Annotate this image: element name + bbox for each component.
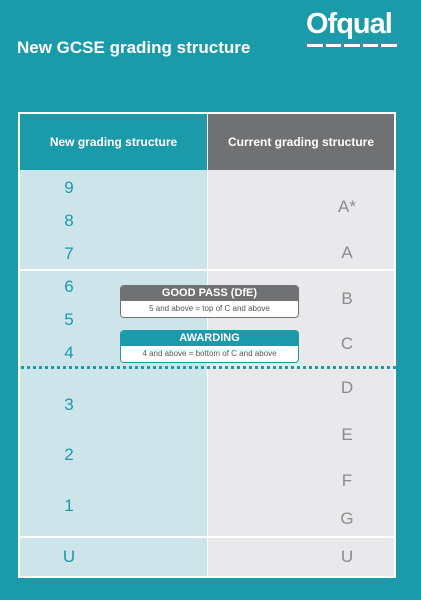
new-grade-9: 9 — [64, 178, 74, 197]
current-structure-header: Current grading structure — [208, 114, 394, 170]
new-structure-header: New grading structure — [20, 114, 207, 170]
good-pass-title: GOOD PASS (DfE) — [121, 286, 298, 301]
current-grade-a: A — [341, 243, 353, 262]
current-grade-b: B — [341, 289, 353, 308]
good-pass-badge — [120, 285, 299, 318]
divider-before-u — [20, 536, 394, 538]
current-grade-e: E — [341, 425, 353, 444]
new-grade-3: 3 — [64, 395, 74, 414]
awarding-subtitle: 4 and above = bottom of C and above — [121, 346, 298, 362]
new-grade-1: 1 — [64, 496, 74, 515]
page-title: New GCSE grading structure — [17, 38, 251, 57]
new-grade-2: 2 — [64, 445, 74, 464]
current-grade-f: F — [341, 471, 353, 490]
logo-underline — [307, 44, 397, 47]
divider-after-7 — [20, 269, 394, 271]
new-grade-u: U — [62, 547, 76, 566]
current-grade-c: C — [340, 334, 354, 353]
new-grade-4: 4 — [64, 343, 74, 362]
new-grade-6: 6 — [64, 277, 74, 296]
grading-table — [18, 112, 396, 578]
new-grade-7: 7 — [64, 244, 74, 263]
logo-text: Ofqual — [306, 8, 392, 40]
new-grade-8: 8 — [64, 211, 74, 230]
good-pass-subtitle: 5 and above = top of C and above — [121, 301, 298, 317]
current-grade-d: D — [340, 378, 354, 397]
awarding-title: AWARDING — [121, 331, 298, 346]
grade-4-threshold-line — [2, 366, 416, 369]
new-grade-5: 5 — [64, 310, 74, 329]
ofqual-logo — [306, 8, 398, 50]
awarding-badge — [120, 330, 299, 363]
current-grade-g: G — [340, 509, 354, 528]
current-grade-a-star: A* — [338, 197, 356, 216]
current-grade-u: U — [340, 547, 354, 566]
